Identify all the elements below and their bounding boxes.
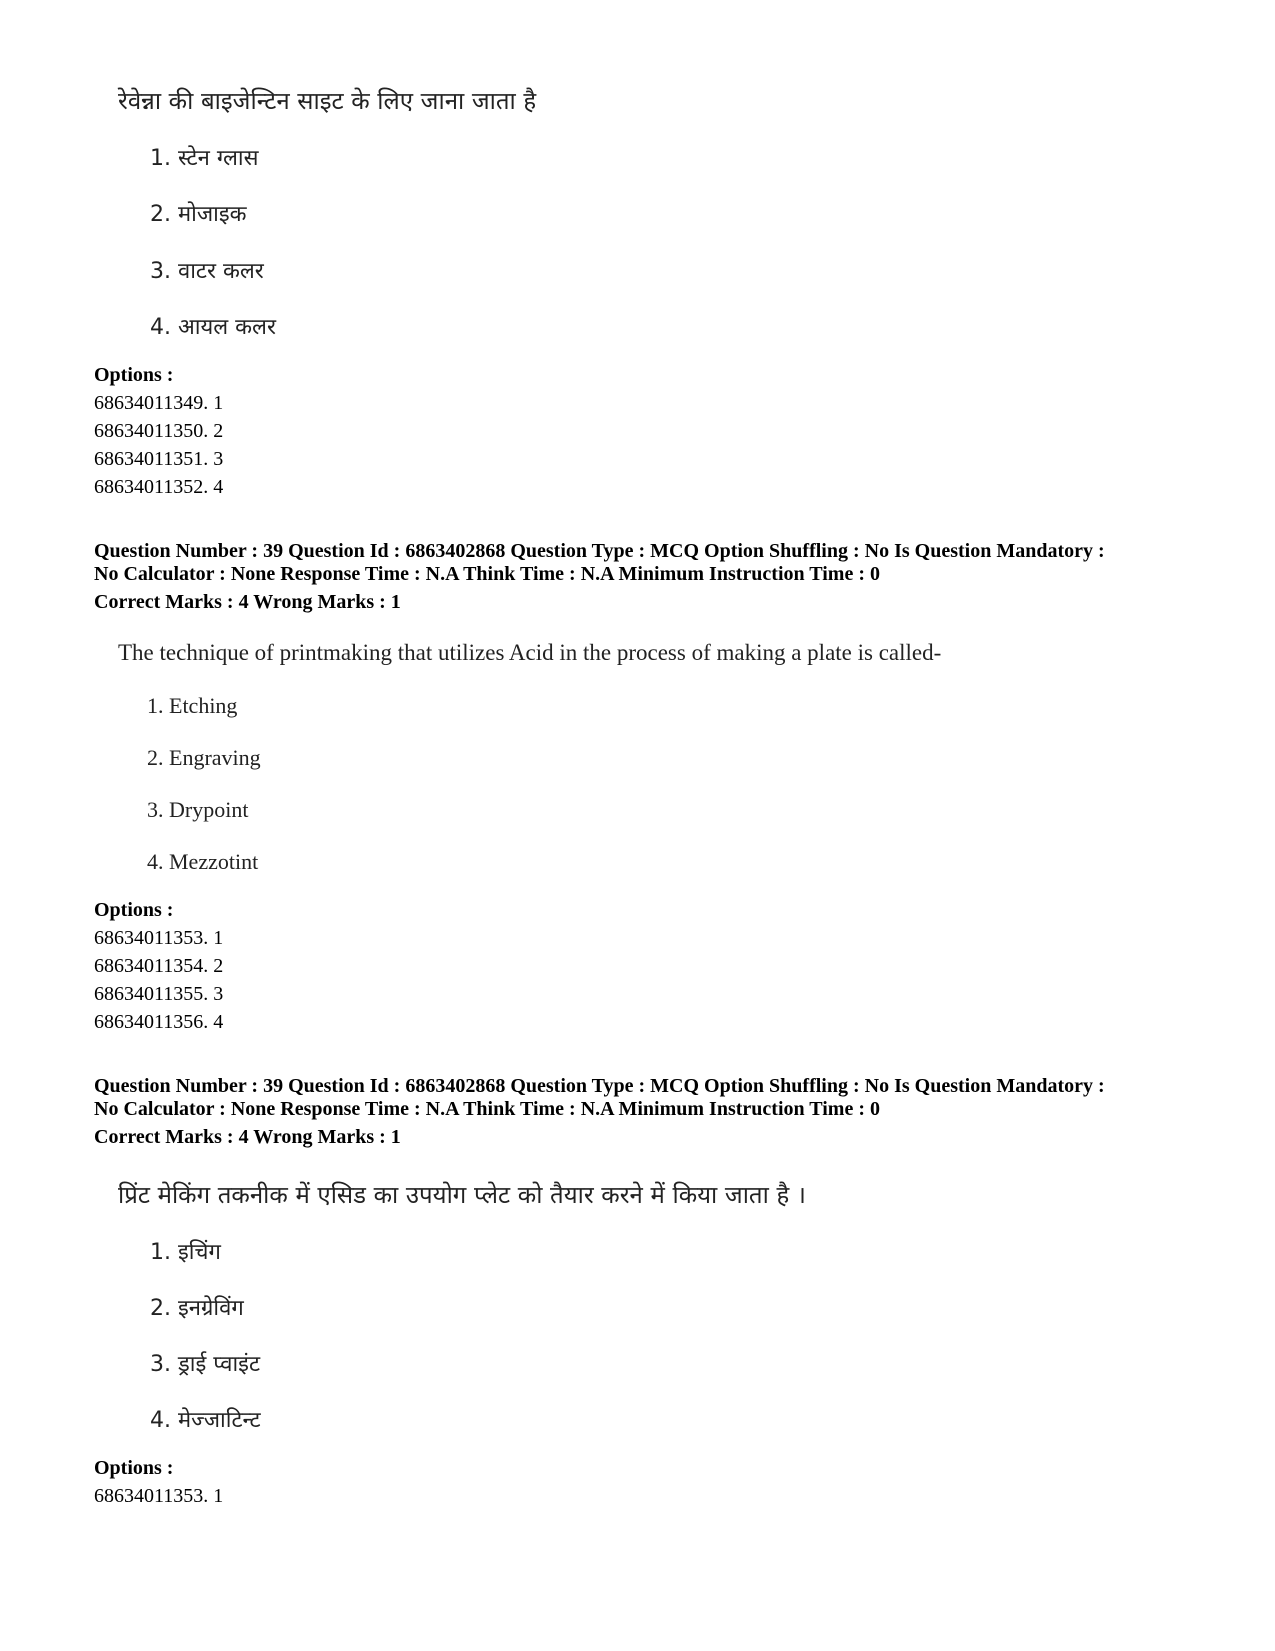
- choice-item: 4. आयल कलर: [150, 315, 276, 340]
- choice-item: 2. इनग्रेविंग: [150, 1296, 244, 1321]
- choice-item: 1. इचिंग: [150, 1240, 221, 1265]
- option-id: 68634011355. 3: [94, 983, 224, 1005]
- options-label: Options :: [94, 1457, 174, 1479]
- option-id: 68634011350. 2: [94, 420, 224, 442]
- option-id: 68634011352. 4: [94, 476, 224, 498]
- question-text: The technique of printmaking that utilizes Acid in the process of making a plate is called-: [118, 640, 942, 665]
- choice-item: 3. वाटर कलर: [150, 259, 264, 284]
- choice-item: 2. Engraving: [147, 745, 261, 770]
- choice-item: 4. Mezzotint: [147, 849, 259, 874]
- option-id: 68634011353. 1: [94, 1485, 224, 1507]
- marks-line: Correct Marks : 4 Wrong Marks : 1: [94, 591, 401, 613]
- choice-item: 3. ड्राई प्वाइंट: [150, 1352, 261, 1377]
- options-label: Options :: [94, 899, 174, 921]
- question-meta: Question Number : 39 Question Id : 6863402868 Question Type : MCQ Option Shuffling : No Is Question Mandatory :: [94, 1075, 1105, 1097]
- option-id: 68634011356. 4: [94, 1011, 224, 1033]
- choice-item: 3. Drypoint: [147, 797, 249, 822]
- choice-item: 4. मेज्जाटिन्ट: [150, 1408, 261, 1433]
- question-meta: No Calculator : None Response Time : N.A Think Time : N.A Minimum Instruction Time : 0: [94, 563, 880, 585]
- options-label: Options :: [94, 364, 174, 386]
- option-id: 68634011354. 2: [94, 955, 224, 977]
- choice-item: 1. Etching: [147, 693, 238, 718]
- option-id: 68634011349. 1: [94, 392, 224, 414]
- choice-item: 2. मोजाइक: [150, 202, 247, 227]
- option-id: 68634011351. 3: [94, 448, 224, 470]
- choice-item: 1. स्टेन ग्लास: [150, 146, 259, 171]
- marks-line: Correct Marks : 4 Wrong Marks : 1: [94, 1126, 401, 1148]
- question-meta: No Calculator : None Response Time : N.A Think Time : N.A Minimum Instruction Time : 0: [94, 1098, 880, 1120]
- question-meta: Question Number : 39 Question Id : 6863402868 Question Type : MCQ Option Shuffling : No Is Question Mandatory :: [94, 540, 1105, 562]
- question-text: प्रिंट मेकिंग तकनीक में एसिड का उपयोग प्लेट को तैयार करने में किया जाता है ।: [118, 1181, 806, 1209]
- option-id: 68634011353. 1: [94, 927, 224, 949]
- question-text: रेवेन्ना की बाइजेन्टिन साइट के लिए जाना जाता है: [118, 87, 537, 115]
